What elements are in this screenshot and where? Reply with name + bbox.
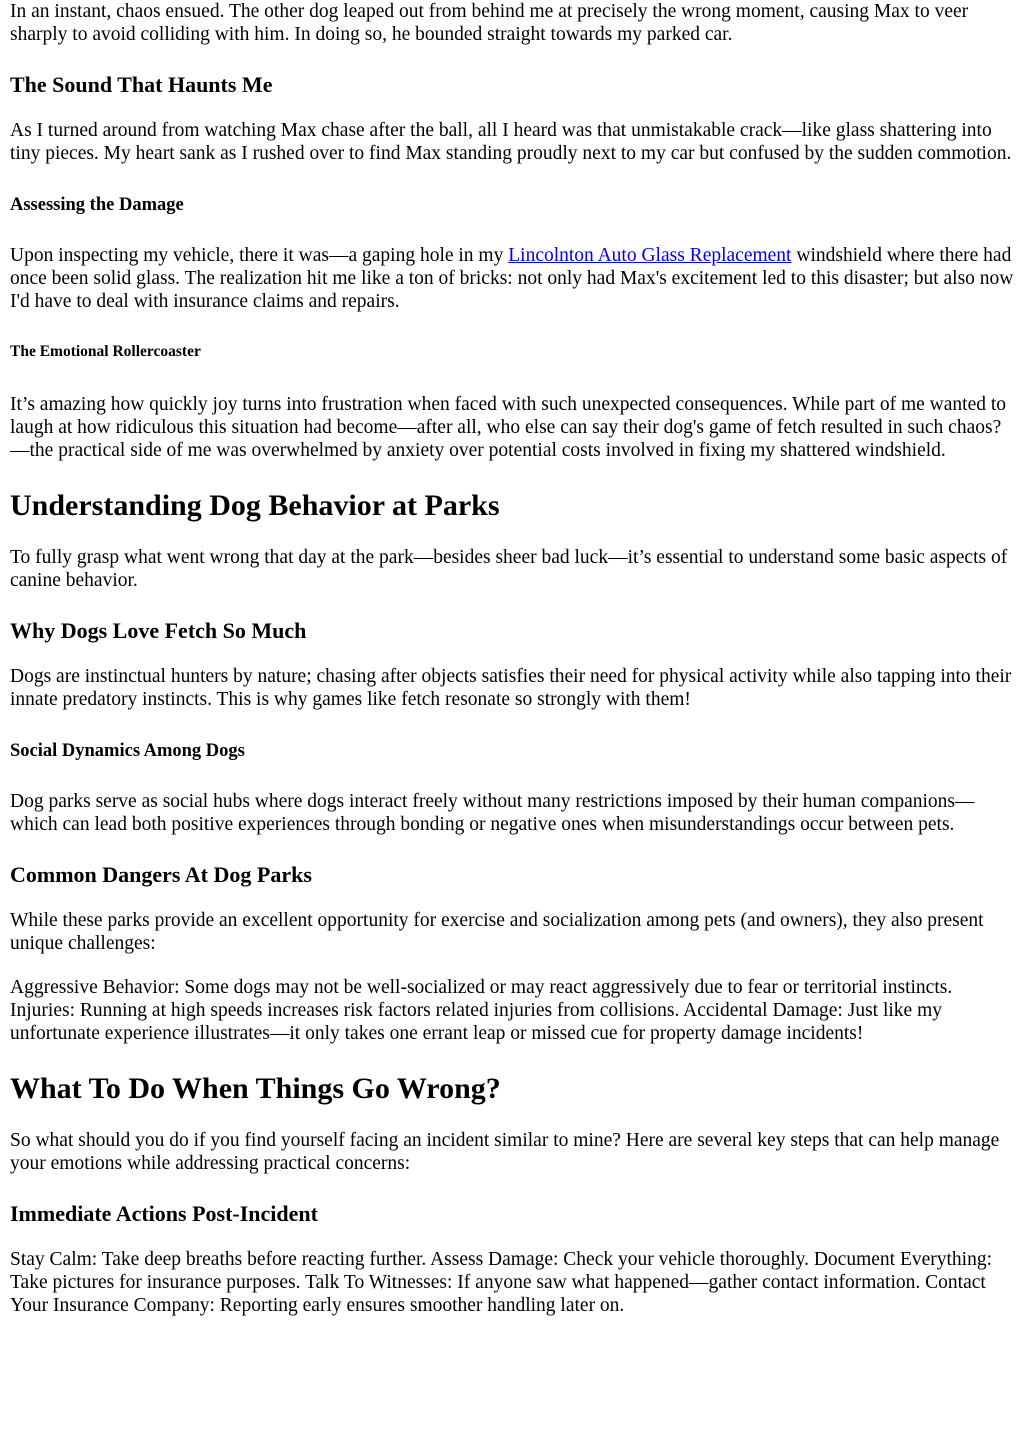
actions-paragraph: Stay Calm: Take deep breaths before reacting further. Assess Damage: Check your vehicle thoroughly. Document Everything: Take pictures for insurance purposes. Talk To Witnesses: If anyone saw what happened—gather contact information. Contact Your Insurance Company: Reporting early ensures smoother handling later on. <box>10 1249 993 1316</box>
behavior-paragraph: To fully grasp what went wrong that day at the park—besides sheer bad luck—it’s essential to understand some basic aspects of canine behavior. <box>10 547 1008 591</box>
dangers-list-paragraph: Aggressive Behavior: Some dogs may not be well-socialized or may react aggressively due to fear or territorial instincts. Injuries: Running at high speeds increases risk factors related injuries from collisions. Accidental Damage: Just like my unfortunate experience illustrates—it only takes one errant leap or missed cue for property damage incidents! <box>10 977 953 1044</box>
section-heading-social: Social Dynamics Among Dogs <box>10 741 245 761</box>
section-heading-emotional: The Emotional Rollercoaster <box>10 343 201 360</box>
section-heading-sound: The Sound That Haunts Me <box>10 72 273 97</box>
emotional-paragraph: It’s amazing how quickly joy turns into frustration when faced with such unexpected consequences. While part of me wanted to laugh at how ridiculous this situation had become—after all, who else can say their dog's game of fetch resulted in such chaos?—the practical side of me was overwhelmed by anxiety over potential costs involved in fixing my shattered windshield. <box>10 394 1007 461</box>
section-heading-dangers: Common Dangers At Dog Parks <box>10 862 312 887</box>
intro-paragraph: In an instant, chaos ensued. The other dog leaped out from behind me at precisely the wrong moment, causing Max to veer sharply to avoid colliding with him. In doing so, he bounded straight towards my parked car. <box>10 1 969 45</box>
section-heading-wrong: What To Do When Things Go Wrong? <box>10 1072 501 1105</box>
section-heading-fetch: Why Dogs Love Fetch So Much <box>10 618 307 643</box>
damage-text-after-link: windshield where there had once been solid glass. The realization hit me like a ton of bricks: not only had Max's excitement led to this disaster; but also now I'd have to deal with insurance claims and repairs. <box>10 245 1014 312</box>
sound-paragraph: As I turned around from watching Max chase after the ball, all I heard was that unmistakable crack—like glass shattering into tiny pieces. My heart sank as I rushed over to find Max standing proudly next to my car but confused by the sudden commotion. <box>10 120 1012 164</box>
damage-paragraph <box>10 244 1016 313</box>
dangers-paragraph: While these parks provide an excellent opportunity for exercise and socialization among pets (and owners), they also present unique challenges: <box>10 910 984 954</box>
auto-glass-replacement-link[interactable]: Lincolnton Auto Glass Replacement <box>508 245 792 266</box>
section-heading-actions: Immediate Actions Post-Incident <box>10 1201 318 1226</box>
social-paragraph: Dog parks serve as social hubs where dogs interact freely without many restrictions imposed by their human companions—which can lead both positive experiences through bonding or negative ones when misunderstandings occur between pets. <box>10 791 975 835</box>
damage-text-before-link: Upon inspecting my vehicle, there it was—a gaping hole in my <box>10 245 509 266</box>
wrong-paragraph: So what should you do if you find yourself facing an incident similar to mine? Here are several key steps that can help manage your emotions while addressing practical concerns: <box>10 1130 1000 1174</box>
section-heading-behavior: Understanding Dog Behavior at Parks <box>10 489 500 522</box>
section-heading-damage: Assessing the Damage <box>10 195 184 215</box>
fetch-paragraph: Dogs are instinctual hunters by nature; chasing after objects satisfies their need for physical activity while also tapping into their innate predatory instincts. This is why games like fetch resonate so strongly with them! <box>10 666 1012 710</box>
